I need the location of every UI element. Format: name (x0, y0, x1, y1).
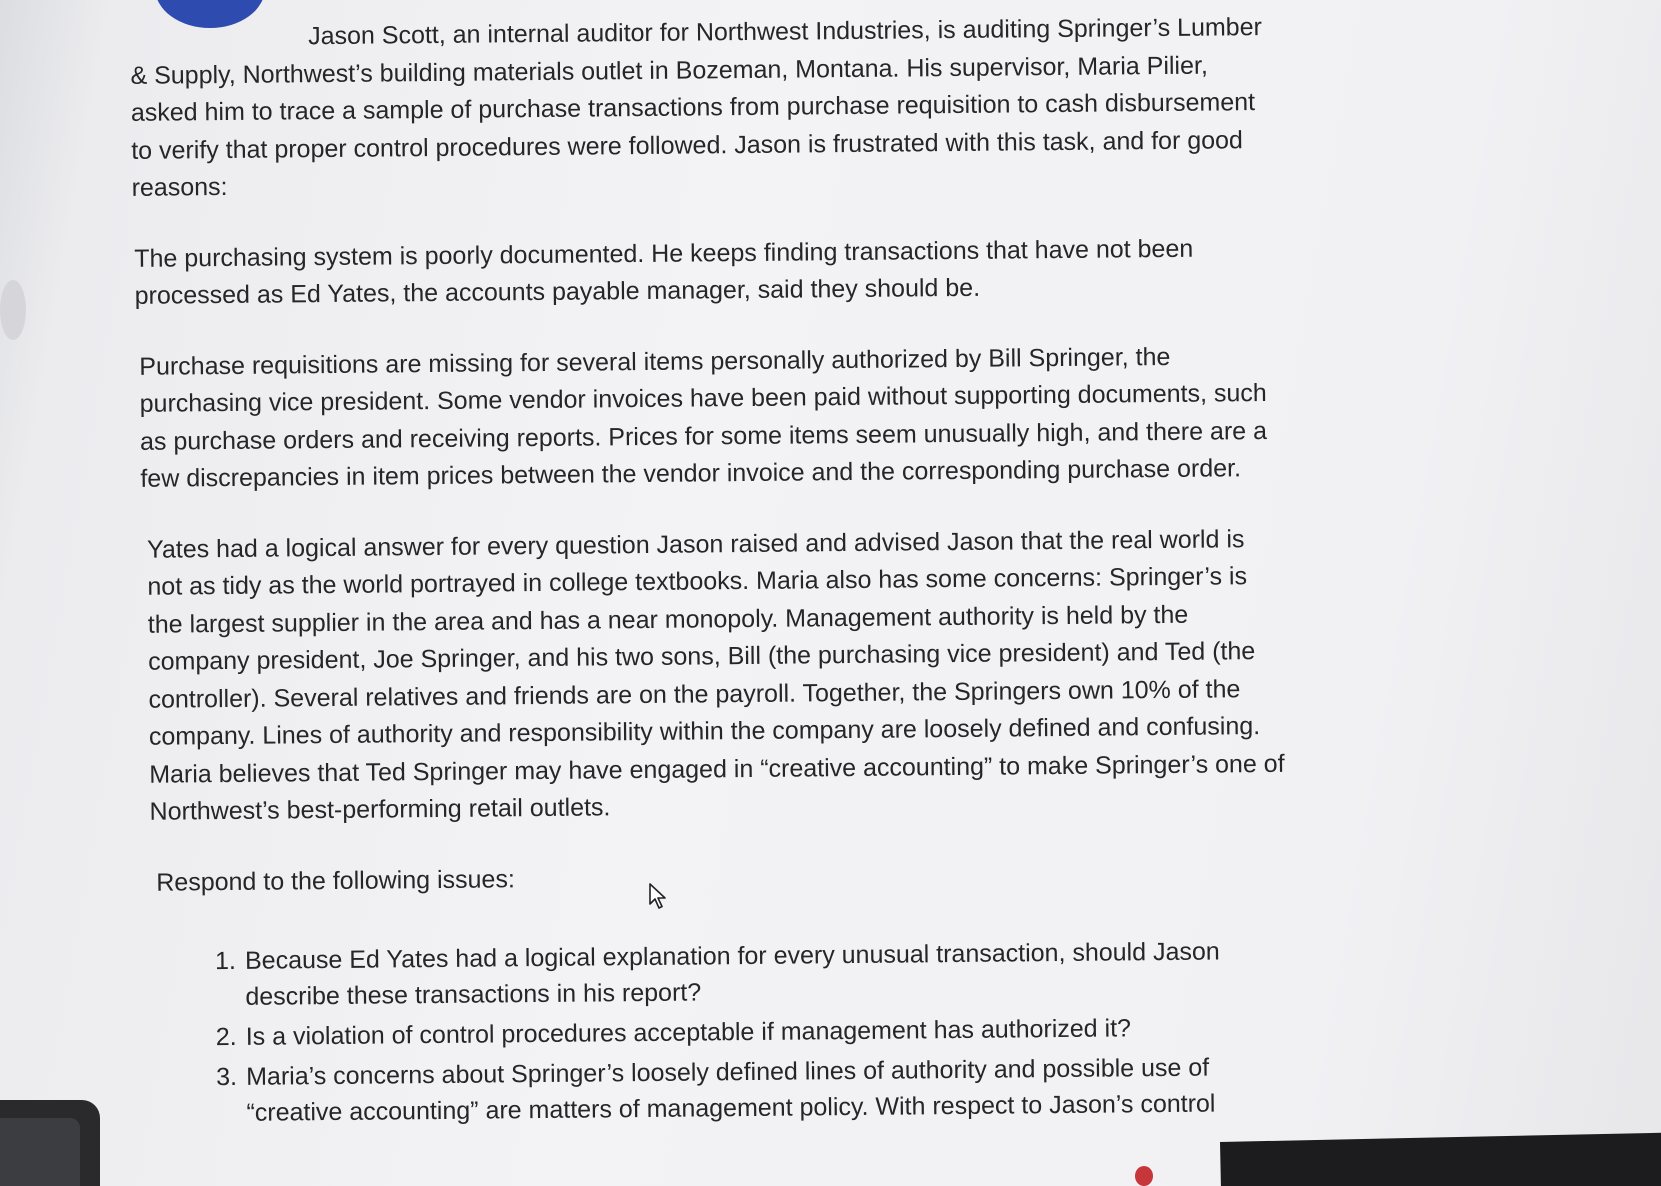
question-list (129, 933, 1291, 1132)
device-corner (0, 1100, 100, 1186)
edge-shadow (0, 280, 26, 340)
taskbar (1220, 1132, 1661, 1186)
question-text: Because Ed Yates had a logical explanation for every unusual transaction, should Jason describe these transactions in his report? (244, 937, 1220, 1011)
paragraph-intro: Jason Scott, an internal auditor for Northwest Industries, is auditing Springer’s Lumber & Supply, Northwest’s building materials outlet in Bozeman, Montana. His supervisor, Maria Pilier, asked him to trace a sample of purchase transactions from purchase requisition to cash disbursement to verify that proper control procedures were followed. Jason is frustrated with this task, and for good reasons: (130, 13, 1263, 202)
question-text: Is a violation of control procedures acceptable if management has authorized it? (245, 1014, 1132, 1051)
list-item (216, 1009, 1290, 1055)
list-item (215, 933, 1290, 1015)
paragraph-requisitions: Purchase requisitions are missing for several items personally authorized by Bill Springer, the purchasing vice president. Some vendor invoices have been paid without supporting documents, such as purchase orders and receiving reports. Prices for some items seem unusually high, and there are a few discrepancies in item prices between the vendor invoice and the corresponding purchase order. (139, 342, 1268, 493)
question-number: 1. (214, 946, 237, 976)
question-number: 3. (216, 1062, 238, 1092)
document-content (120, 9, 1291, 1136)
paragraph-yates-concerns: Yates had a logical answer for every question Jason raised and advised Jason that the real world is not as tidy as the world portrayed in college textbooks. Maria also has some concerns: Springer’s is the largest supplier in the area and has a near monopoly. Management authority is held by the company president, Joe Springer, and his two sons, Bill (the purchasing vice president) and Ted (the controller). Several relatives and friends are on the payroll. Together, the Springers own 10% of the company. Lines of authority and responsibility within the company are loosely defined and confusing. Maria believes that Ted Springer may have engaged in “creative accounting” to make Springer’s one of Northwest’s best-performing retail outlets. (146, 524, 1285, 826)
taskbar-app-icon[interactable] (1135, 1166, 1153, 1186)
paragraph-purchasing-system: The purchasing system is poorly documented. He keeps finding transactions that have not been processed as Ed Yates, the accounts payable manager, said they should be. (134, 234, 1194, 310)
question-number: 2. (215, 1022, 237, 1052)
device-corner-inner (0, 1118, 80, 1186)
paragraph-respond: Respond to the following issues: (156, 864, 515, 897)
mouse-pointer-icon (648, 883, 670, 911)
list-item (216, 1049, 1291, 1131)
question-text: Maria’s concerns about Springer’s loosely defined lines of authority and possible use of “creative accounting” are matters of management policy. With respect to Jason’s control (246, 1053, 1216, 1127)
